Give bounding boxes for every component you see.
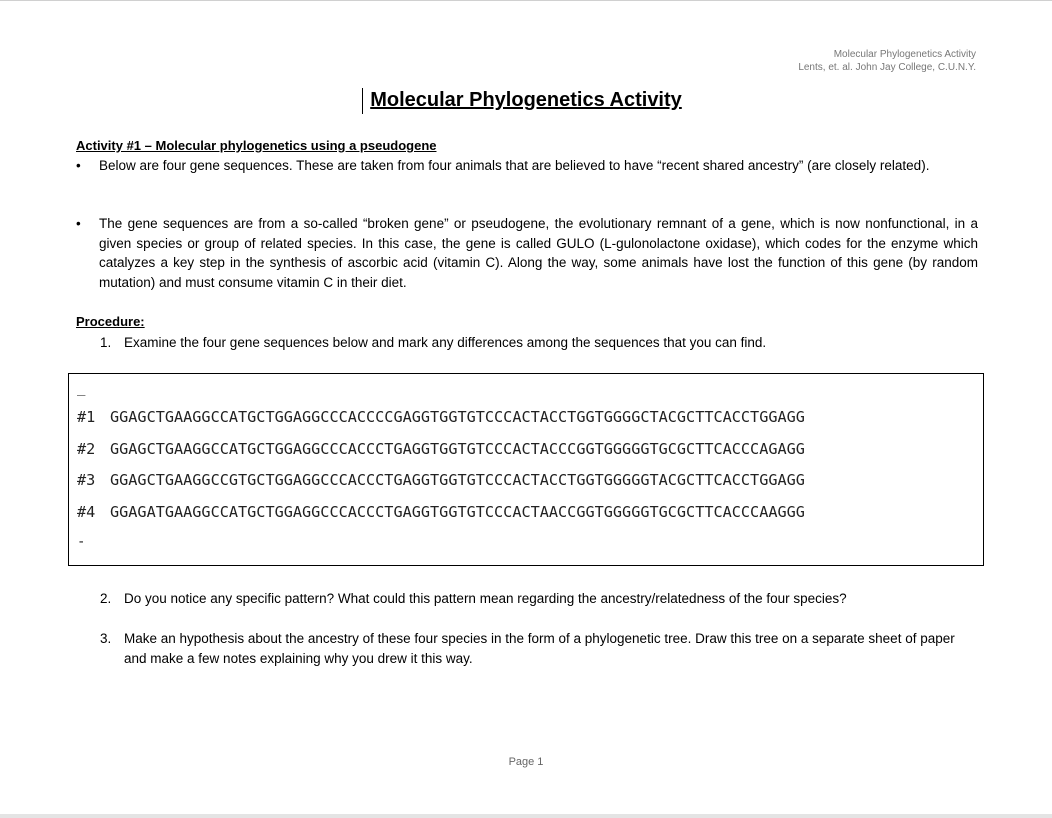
bullet-text-1: Below are four gene sequences. These are taken from four animals that are believed to have “recent shared ancestry” (are closely related). (99, 158, 930, 173)
bullet-item-2 (76, 214, 978, 292)
step-2 (100, 589, 978, 609)
step-number: 2. (100, 591, 112, 606)
sequence-row-2 (77, 440, 805, 458)
sequence-row-4 (77, 503, 805, 521)
sequence-label: #4 (77, 503, 96, 521)
box-top-mark: _ (77, 380, 86, 396)
box-bottom-mark: - (77, 534, 86, 550)
bullet-text-2: The gene sequences are from a so-called “broken gene” or pseudogene, the evolutionary remnant of a gene, which is now nonfunctional, in a given species or group of related species. In this case, the gene is called GULO (L-gulonolactone oxidase), which codes for the enzyme which catalyzes a key step in the synthesis of ascorbic acid (vitamin C). Along the way, some animals have lost the function of this gene (by random mutation) and must consume vitamin C in their diet. (99, 216, 978, 290)
sequence-row-1 (77, 408, 805, 426)
step-text: Do you notice any specific pattern? What could this pattern mean regarding the ancestry/relatedness of the four species? (124, 591, 847, 606)
step-1 (100, 333, 978, 353)
page-bottom-edge (0, 814, 1052, 818)
page-number: Page 1 (508, 756, 544, 768)
sequence-text: GGAGCTGAAGGCCGTGCTGGAGGCCCACCCTGAGGTGGTGTCCCACTACCTGGTGGGGGTACGCTTCACCTGGAGG (110, 471, 805, 489)
sequence-text: GGAGCTGAAGGCCATGCTGGAGGCCCACCCCGAGGTGGTGTCCCACTACCTGGTGGGGCTACGCTTCACCTGGAGG (110, 408, 805, 426)
bullet-item-1 (76, 156, 978, 176)
activity-heading: Activity #1 – Molecular phylogenetics using a pseudogene (76, 138, 437, 153)
page-top-edge (0, 0, 1052, 1)
sequence-label: #3 (77, 471, 96, 489)
step-number: 1. (100, 335, 112, 350)
sequence-box[interactable] (68, 373, 984, 566)
sequence-label: #2 (77, 440, 96, 458)
header-line-1: Molecular Phylogenetics Activity (833, 49, 976, 60)
sequence-text: GGAGCTGAAGGCCATGCTGGAGGCCCACCCTGAGGTGGTGTCCCACTACCCGGTGGGGGTGCGCTTCACCCAGAGG (110, 440, 805, 458)
sequence-text: GGAGATGAAGGCCATGCTGGAGGCCCACCCTGAGGTGGTGTCCCACTAACCGGTGGGGGTGCGCTTCACCCAAGGG (110, 503, 805, 521)
procedure-heading: Procedure: (76, 314, 145, 329)
bullet-dot-icon: • (76, 216, 81, 231)
page-title: Molecular Phylogenetics Activity (370, 89, 682, 111)
header-line-2: Lents, et. al. John Jay College, C.U.N.Y. (798, 62, 976, 73)
step-number: 3. (100, 631, 112, 646)
sequence-row-3 (77, 471, 805, 489)
step-text: Examine the four gene sequences below and mark any differences among the sequences that you can find. (124, 335, 767, 350)
bullet-dot-icon: • (76, 158, 81, 173)
step-3 (100, 629, 978, 668)
step-text: Make an hypothesis about the ancestry of these four species in the form of a phylogenetic tree. Draw this tree on a separate sheet of paper and make a few notes explaining why you drew it this way. (124, 631, 955, 666)
running-header (798, 48, 976, 74)
sequence-label: #1 (77, 408, 96, 426)
